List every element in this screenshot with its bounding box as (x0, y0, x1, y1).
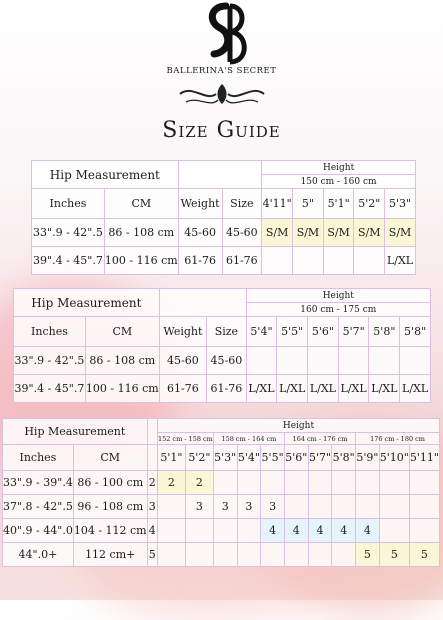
size-value (409, 471, 439, 495)
weight-cell: 61-76 (178, 247, 222, 275)
size-value: 4 (356, 519, 380, 543)
size-value (369, 347, 400, 375)
size-value: L/XL (246, 375, 277, 403)
height-col: 5'6" (284, 445, 308, 471)
size-value: L/XL (400, 375, 431, 403)
hip-measurement-header: Hip Measurement (32, 161, 179, 189)
size-table-152-180 (2, 418, 440, 567)
size-value (261, 543, 285, 567)
table-row (3, 495, 440, 519)
size-value: 4 (284, 519, 308, 543)
size-value: L/XL (385, 247, 416, 275)
col-inches: Inches (14, 317, 86, 347)
size-value: S/M (354, 219, 385, 247)
height-col: 5'8" (369, 317, 400, 347)
size-value: S/M (323, 219, 354, 247)
size-value (237, 519, 261, 543)
size-value (308, 471, 332, 495)
table-row (32, 247, 416, 275)
size-value (246, 347, 277, 375)
size-value: 3 (237, 495, 261, 519)
size-value: 5 (409, 543, 439, 567)
table-row (32, 219, 416, 247)
cm-cell: 112 cm+ (73, 543, 147, 567)
size-value (356, 471, 380, 495)
size-value (284, 543, 308, 567)
size-value (354, 247, 385, 275)
size-value (293, 247, 324, 275)
blank-cell (147, 419, 157, 445)
height-col: 5'7" (338, 317, 369, 347)
size-value (308, 543, 332, 567)
inches-cell: 39".4 - 45".7 (32, 247, 105, 275)
height-col: 5'4" (246, 317, 277, 347)
flourish-ornament-icon (176, 80, 268, 110)
size-value (261, 471, 285, 495)
size-cell: 61-76 (207, 375, 246, 403)
col-inches: Inches (32, 189, 105, 219)
cm-cell: 100 - 116 cm (85, 375, 159, 403)
size-table-160-175 (13, 288, 431, 403)
size-value: 5 (356, 543, 380, 567)
size-value: L/XL (369, 375, 400, 403)
size-value: L/XL (308, 375, 339, 403)
table-row (3, 519, 440, 543)
size-value: 2 (157, 471, 185, 495)
height-col: 5'2" (185, 445, 213, 471)
size-value: S/M (262, 219, 293, 247)
height-range: 160 cm - 175 cm (246, 303, 430, 317)
cm-cell: 104 - 112 cm (73, 519, 147, 543)
height-col: 5'3" (213, 445, 237, 471)
size-cell: 45-60 (222, 219, 262, 247)
cm-cell: 86 - 108 cm (104, 219, 178, 247)
height-header: Height (157, 419, 439, 433)
height-range: 152 cm - 158 cm (157, 434, 213, 443)
size-value: 4 (261, 519, 285, 543)
size-value (277, 347, 308, 375)
size-table-150-160 (31, 160, 416, 275)
size-value: S/M (385, 219, 416, 247)
height-col: 5'5" (277, 317, 308, 347)
cm-cell: 96 - 108 cm (73, 495, 147, 519)
size-value (356, 495, 380, 519)
col-cm: CM (73, 445, 147, 471)
size-number: 4 (147, 519, 157, 543)
inches-cell: 33".9 - 42".5 (14, 347, 86, 375)
height-col: 5'7" (308, 445, 332, 471)
brand-name: BALLERINA'S SECRET (166, 66, 277, 76)
hip-measurement-header: Hip Measurement (3, 419, 148, 445)
height-col: 5'1" (157, 445, 185, 471)
size-value (400, 347, 431, 375)
hip-measurement-header: Hip Measurement (14, 289, 160, 317)
size-value (379, 495, 409, 519)
size-value: 4 (308, 519, 332, 543)
size-value (157, 519, 185, 543)
size-number: 5 (147, 543, 157, 567)
size-value (323, 247, 354, 275)
size-value: L/XL (338, 375, 369, 403)
size-value (284, 471, 308, 495)
table-row (14, 347, 431, 375)
size-value (237, 543, 261, 567)
size-value (332, 543, 356, 567)
size-number: 3 (147, 495, 157, 519)
size-value: 3 (185, 495, 213, 519)
size-value: S/M (293, 219, 324, 247)
brand-monogram-logo (196, 2, 250, 66)
height-col: 5'8" (400, 317, 431, 347)
table-row (3, 471, 440, 495)
size-value (262, 247, 293, 275)
size-value (409, 495, 439, 519)
inches-cell: 37".8 - 42".5 (3, 495, 74, 519)
height-col: 5'8" (332, 445, 356, 471)
size-value (237, 471, 261, 495)
size-value (185, 543, 213, 567)
height-range: 150 cm - 160 cm (262, 175, 416, 189)
height-col: 5'2" (354, 189, 385, 219)
col-inches: Inches (3, 445, 74, 471)
blank-cell (178, 161, 261, 189)
blank-cell (147, 445, 157, 471)
size-value (379, 519, 409, 543)
height-col: 4'11" (262, 189, 293, 219)
size-value (157, 543, 185, 567)
size-value: 5 (379, 543, 409, 567)
size-value (185, 519, 213, 543)
height-header: Height (246, 289, 430, 303)
height-col: 5'6" (308, 317, 339, 347)
col-cm: CM (104, 189, 178, 219)
size-value (213, 471, 237, 495)
page-title: Size Guide (162, 118, 281, 143)
size-value (308, 495, 332, 519)
cm-cell: 100 - 116 cm (104, 247, 178, 275)
inches-cell: 39".4 - 45".7 (14, 375, 86, 403)
inches-cell: 40".9 - 44".0 (3, 519, 74, 543)
table-row (14, 375, 431, 403)
size-value (409, 519, 439, 543)
size-value (213, 519, 237, 543)
size-value (338, 347, 369, 375)
inches-cell: 33".9 - 42".5 (32, 219, 105, 247)
height-range: 158 cm - 164 cm (213, 433, 284, 445)
size-value: L/XL (277, 375, 308, 403)
size-value (308, 347, 339, 375)
height-col: 5'5" (261, 445, 285, 471)
col-weight: Weight (178, 189, 222, 219)
height-header: Height (262, 161, 416, 175)
weight-cell: 45-60 (159, 347, 206, 375)
inches-cell: 33".9 - 39".4 (3, 471, 74, 495)
col-weight: Weight (159, 317, 206, 347)
size-value: 3 (261, 495, 285, 519)
size-value: 2 (185, 471, 213, 495)
size-cell: 61-76 (222, 247, 262, 275)
height-col: 5" (293, 189, 324, 219)
height-col: 5'9" (356, 445, 380, 471)
size-value (284, 495, 308, 519)
height-range: 176 cm - 180 cm (356, 433, 440, 445)
height-col: 5'11" (409, 445, 439, 471)
table-row (3, 543, 440, 567)
height-col: 5'10" (379, 445, 409, 471)
col-size: Size (222, 189, 262, 219)
size-cell: 45-60 (207, 347, 246, 375)
size-value (157, 495, 185, 519)
weight-cell: 61-76 (159, 375, 206, 403)
size-value (379, 471, 409, 495)
size-value: 3 (213, 495, 237, 519)
col-size: Size (207, 317, 246, 347)
size-value (213, 543, 237, 567)
height-range: 164 cm - 176 cm (284, 433, 355, 445)
height-col: 5'1" (323, 189, 354, 219)
weight-cell: 45-60 (178, 219, 222, 247)
cm-cell: 86 - 100 cm (73, 471, 147, 495)
height-col: 5'3" (385, 189, 416, 219)
col-cm: CM (85, 317, 159, 347)
size-number: 2 (147, 471, 157, 495)
cm-cell: 86 - 108 cm (85, 347, 159, 375)
height-col: 5'4" (237, 445, 261, 471)
inches-cell: 44".0+ (3, 543, 74, 567)
size-value (332, 471, 356, 495)
blank-cell (159, 289, 246, 317)
size-value (332, 495, 356, 519)
size-value: 4 (332, 519, 356, 543)
